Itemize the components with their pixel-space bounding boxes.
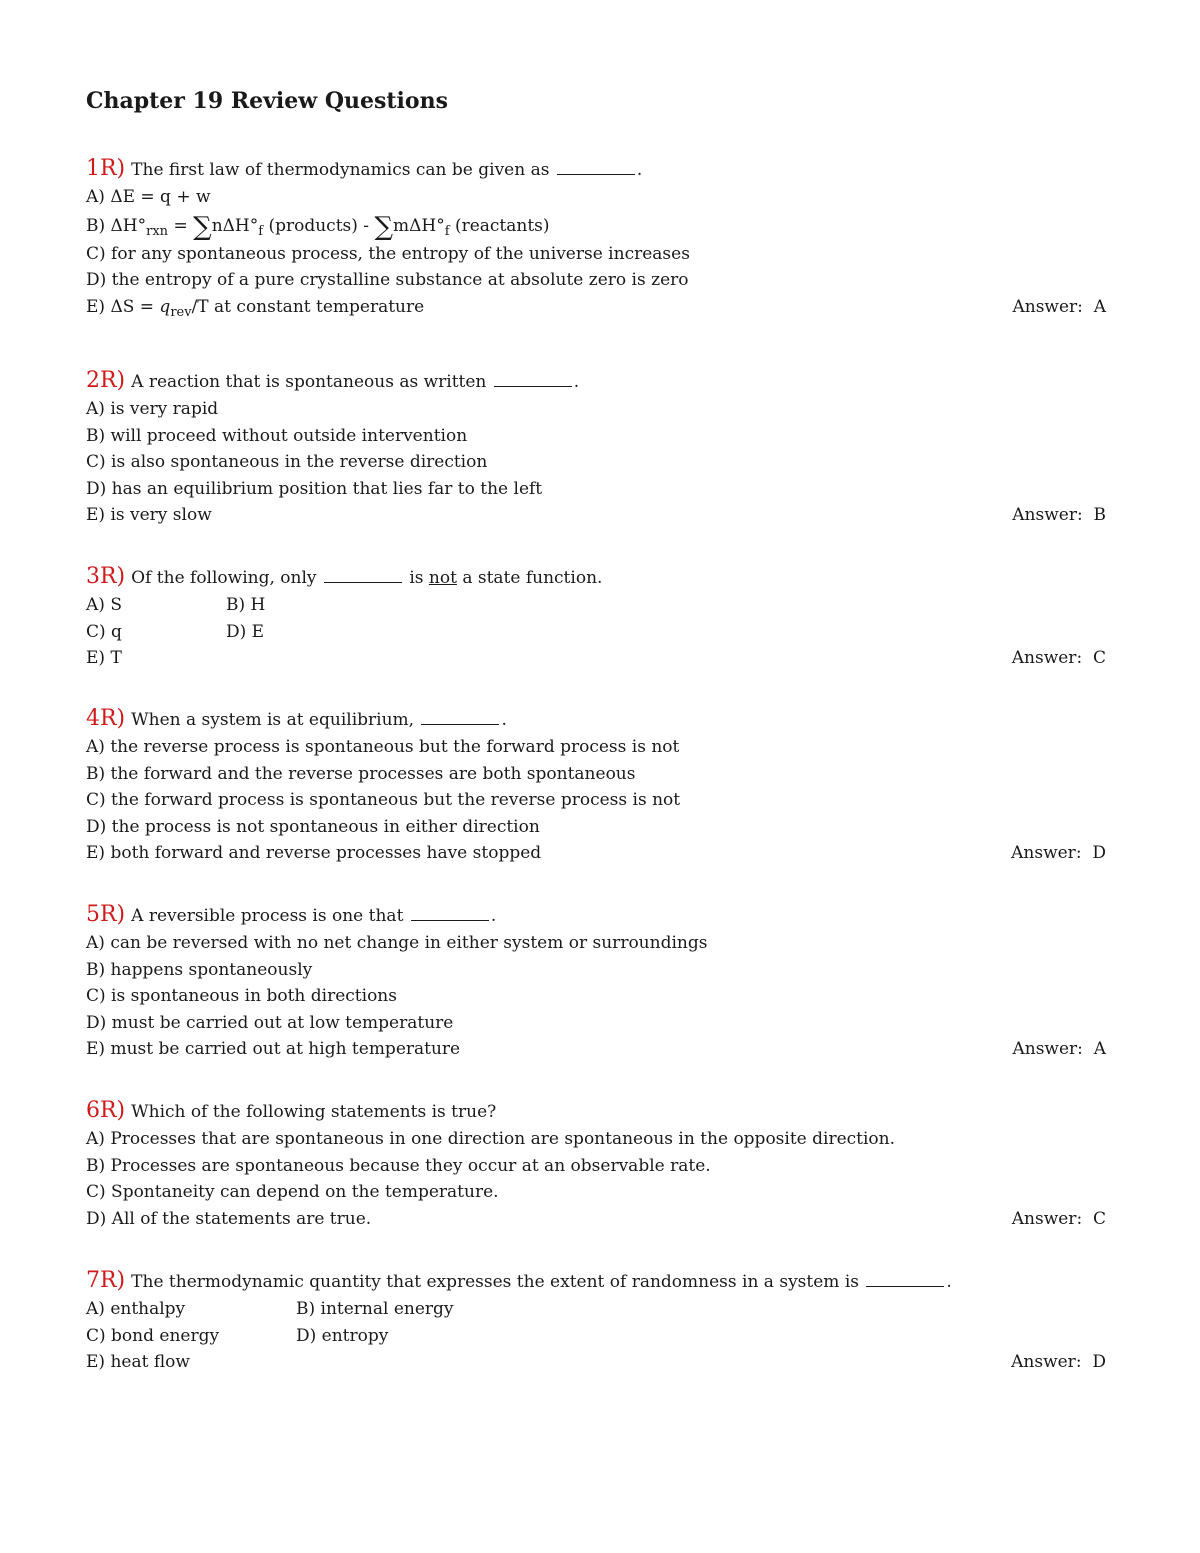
answer-blank (421, 709, 499, 725)
option-b: B) H (226, 595, 266, 615)
option-d: D) All of the statements are true. Answer: C (86, 1206, 1106, 1233)
answer-label: Answer: A (1012, 1039, 1106, 1059)
answer-blank (866, 1271, 944, 1287)
option-c: C) the forward process is spontaneous but the reverse process is not (86, 790, 681, 810)
option-d: D) entropy (296, 1325, 389, 1346)
option-a: A) S (86, 595, 122, 615)
question-3 (86, 562, 1106, 672)
question-number: 6R) (86, 1098, 126, 1123)
question-number: 7R) (86, 1268, 126, 1293)
question-1 (86, 154, 1106, 320)
option-b: B) internal energy (296, 1299, 454, 1319)
answer-blank (494, 371, 572, 387)
question-stem: 7R) The thermodynamic quantity that expresses the extent of randomness in a system is . (86, 1268, 952, 1293)
answer-blank (557, 159, 635, 175)
question-stem: 4R) When a system is at equilibrium, . (86, 706, 507, 731)
answer-label: Answer: D (1011, 843, 1106, 863)
question-4 (86, 704, 1106, 867)
option-b: B) $\Delta H^\circ_{rxn} = \sum n\Delta H^\circ_f$ (products) - $\sum m\Delta H^\circ_f$ (reactants) (86, 211, 550, 242)
question-7 (86, 1266, 1106, 1376)
option-row (86, 619, 1106, 646)
option-row (86, 592, 1106, 619)
option-c: C) q (86, 621, 122, 642)
option-a: A) the reverse process is spontaneous but the forward process is not (86, 737, 680, 757)
question-6 (86, 1096, 1106, 1232)
summation-icon: ∑ (193, 211, 212, 242)
option-c: C) is spontaneous in both directions (86, 986, 397, 1006)
option-e: E) heat flow Answer: D (86, 1349, 1106, 1376)
option-e: E) $\Delta S = q_{rev}/T$ at constant temperature Answer: A (86, 294, 1106, 321)
option-e: E) is very slow Answer: B (86, 502, 1106, 529)
page-title: Chapter 19 Review Questions (86, 88, 448, 114)
answer-label: Answer: C (1011, 648, 1106, 668)
option-b: B) will proceed without outside intervention (86, 425, 468, 446)
question-number: 5R) (86, 902, 126, 927)
question-stem: 3R) Of the following, only is not a state function. (86, 564, 603, 589)
option-a: A) ΔE = q + w (86, 187, 211, 207)
question-stem: 5R) A reversible process is one that . (86, 902, 497, 927)
summation-icon: ∑ (374, 211, 393, 242)
question-number: 4R) (86, 706, 126, 731)
option-c: C) bond energy (86, 1325, 220, 1346)
question-2 (86, 366, 1106, 529)
option-row (86, 1296, 1106, 1323)
question-number: 1R) (86, 156, 126, 181)
option-d: D) the process is not spontaneous in either direction (86, 816, 540, 837)
option-row (86, 1323, 1106, 1350)
option-b: B) the forward and the reverse processes are both spontaneous (86, 763, 636, 784)
option-e: E) T Answer: C (86, 645, 1106, 672)
option-c: C) for any spontaneous process, the entropy of the universe increases (86, 243, 690, 264)
question-stem: 1R) The first law of thermodynamics can be given as . (86, 156, 643, 181)
answer-label: Answer: D (1011, 1352, 1106, 1372)
option-e: E) must be carried out at high temperature Answer: A (86, 1036, 1106, 1063)
option-a: A) Processes that are spontaneous in one direction are spontaneous in the opposite direction. (86, 1129, 896, 1149)
option-a: A) is very rapid (86, 399, 219, 419)
option-c: C) is also spontaneous in the reverse direction (86, 452, 488, 472)
question-number: 3R) (86, 564, 126, 589)
question-stem: 2R) A reaction that is spontaneous as written . (86, 368, 580, 393)
option-a: A) enthalpy (86, 1299, 186, 1319)
option-d: D) E (226, 621, 265, 642)
question-number: 2R) (86, 368, 126, 393)
question-5 (86, 900, 1106, 1063)
option-d: D) must be carried out at low temperature (86, 1012, 454, 1033)
option-c: C) Spontaneity can depend on the temperature. (86, 1182, 499, 1202)
option-b: B) happens spontaneously (86, 959, 313, 980)
option-b: B) Processes are spontaneous because they occur at an observable rate. (86, 1155, 711, 1176)
answer-blank (324, 567, 402, 583)
answer-label: Answer: C (1011, 1208, 1106, 1229)
option-a: A) can be reversed with no net change in either system or surroundings (86, 933, 708, 953)
answer-label: Answer: B (1012, 505, 1106, 525)
question-stem: 6R) Which of the following statements is true? (86, 1098, 497, 1123)
option-d: D) has an equilibrium position that lies far to the left (86, 478, 543, 499)
option-d: D) the entropy of a pure crystalline substance at absolute zero is zero (86, 270, 689, 290)
answer-blank (411, 905, 489, 921)
answer-label: Answer: A (1012, 296, 1106, 317)
option-e: E) both forward and reverse processes have stopped Answer: D (86, 840, 1106, 867)
